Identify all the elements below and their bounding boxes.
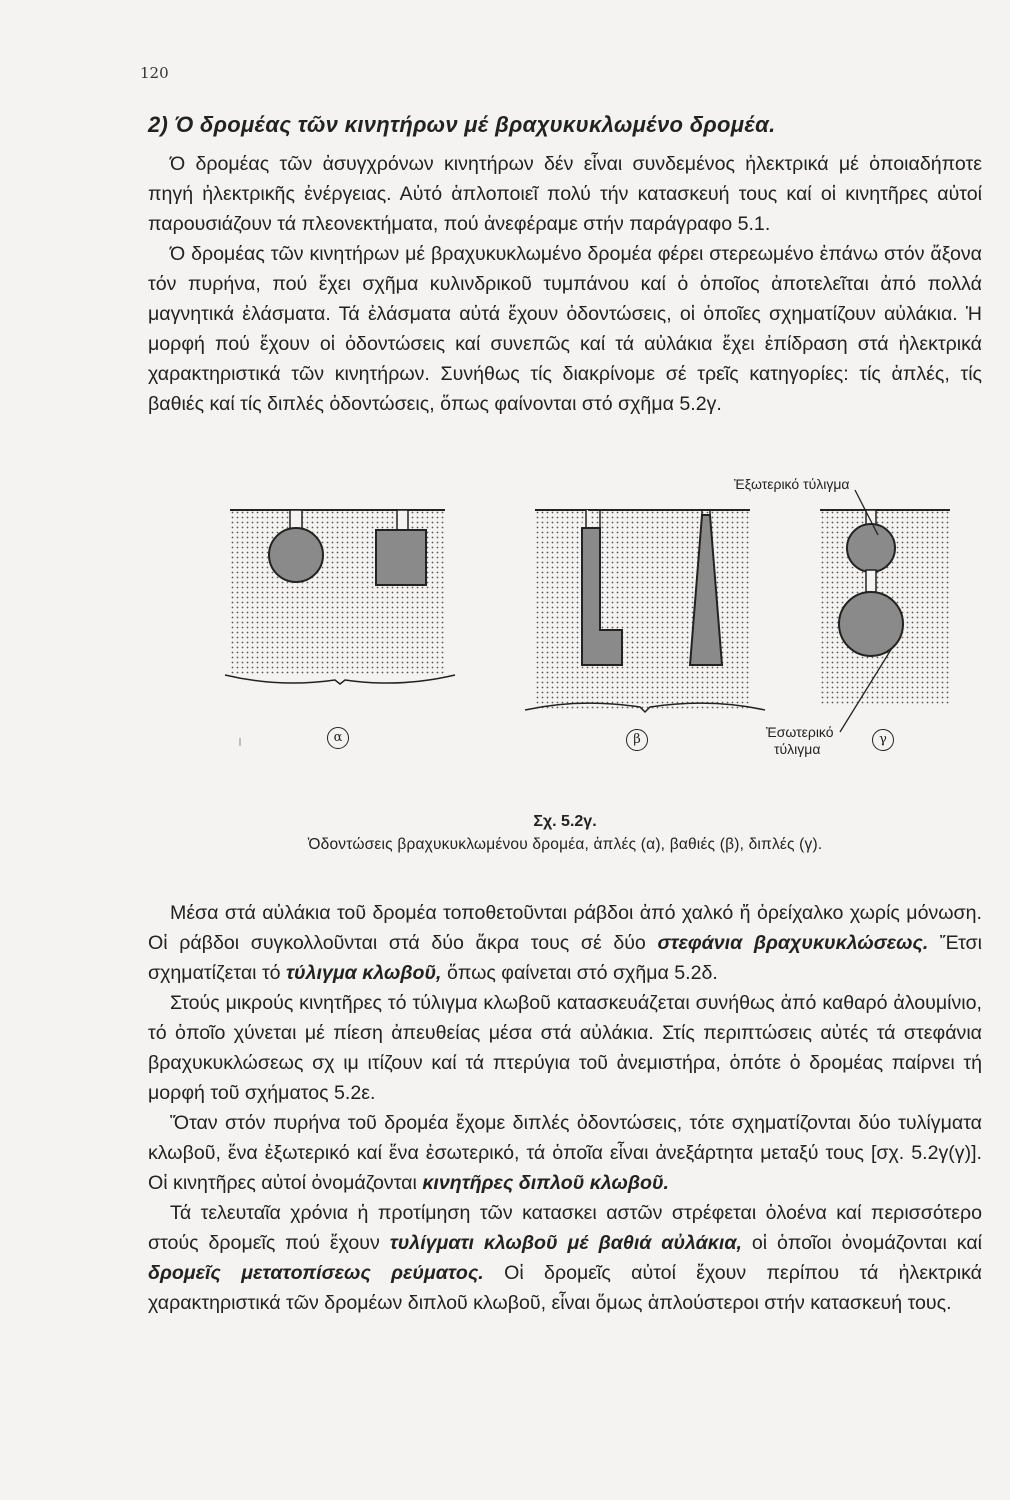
- paragraph: Ό δρομέας τῶν κινητήρων μέ βραχυκυκλωμένο δρομέα φέρει στερεωμένο ἐπάνω στόν ἄξονα τόν πυρήνα, πού ἔχει σχῆμα κυλινδρικοῦ τυμπάνου καί ὁ ὁποῖος ἀποτελεῖται ἀπό πολλά μαγνητικά ἐλάσματα. Τά ἐλάσματα αὐτά ἔχουν ὀδοντώσεις, οἱ ὁποῖες σχηματίζουν αὐλάκια. Ἡ μορφή πού ἔχουν οἱ ὀδοντώσεις καί συνεπῶς καί τά αὐλάκια ἔχει ἐπίδραση στά ἠλεκτρικά χαρακτηριστικά τῶν κινητήρων. Συνήθως τίς διακρίνομε σέ τρεῖς κατηγορίες: τίς ἁπλές, τίς βαθιές καί τίς διπλές ὀδοντώσεις, ὅπως φαίνονται στό σχῆμα 5.2γ.: [148, 243, 982, 415]
- paragraph: [148, 1198, 982, 1318]
- emphasis-term: στεφάνια βραχυκυκλώσεως.: [657, 932, 929, 954]
- slot-diagrams: [210, 470, 960, 810]
- section-heading: 2) Ό δρομέας τῶν κινητήρων μέ βραχυκυκλωμένο δρομέα.: [148, 112, 776, 137]
- emphasis-term: τύλιγμα κλωβοῦ,: [286, 962, 442, 984]
- deep-slots-drawing: [525, 510, 765, 712]
- text-run: Μέσα στά αὐλάκια τοῦ δρομέα τοποθετοῦνται ράβδοι ἀπό χαλκό ἤ ὀρείχαλκο χωρίς μόνωση. Οἱ ράβδοι συγκολλοῦνται στά δύο ἄκρα τους σέ δύο: [148, 902, 982, 954]
- emphasis-term: κινητῆρες διπλοῦ κλωβοῦ.: [422, 1172, 669, 1194]
- page-number: 120: [140, 64, 169, 82]
- figure-caption-text: Ὀδοντώσεις βραχυκυκλωμένου δρομέα, ἁπλές (α), βαθιές (β), διπλές (γ).: [307, 836, 823, 853]
- marker-a: α: [327, 727, 349, 749]
- emphasis-term: δρομεῖς μετατοπίσεως ρεύματος.: [148, 1262, 484, 1284]
- text-run: Τά τελευταῖα χρόνια ἡ προτίμηση τῶν κατασκει αστῶν στρέφεται ὁλοένα καί περισσότερο στούς δρομεῖς πού ἔχουν: [148, 1202, 982, 1254]
- marker-c: γ: [872, 729, 894, 751]
- paragraph: [148, 1108, 982, 1198]
- inner-winding-label: Ἐσωτερικό: [766, 724, 834, 740]
- paragraph: Στούς μικρούς κινητῆρες τό τύλιγμα κλωβοῦ κατασκευάζεται συνήθως ἀπό καθαρό ἀλουμίνιο, τό ὁποῖο χύνεται μέ πίεση ἀπευθείας μέσα στά αὐλάκια. Στίς περιπτώσεις αὐτές τά στεφάνια βραχυκυκλώσεως σχ ιμ ιτίζουν καί τά πτερύγια τοῦ ἀνεμιστήρα, ὁπότε ὁ δρομέας παίρνει τή μορφή τοῦ σχήματος 5.2ε.: [148, 992, 982, 1104]
- double-slots-drawing: [820, 490, 950, 732]
- emphasis-term: τυλίγματι κλωβοῦ μέ βαθιά αὐλάκια,: [389, 1232, 742, 1254]
- top-text-block: [148, 149, 982, 419]
- text-run: οἱ ὁποῖοι ὀνομάζονται καί: [741, 1232, 982, 1254]
- text-run: Οἱ δρομεῖς αὐτοί ἔχουν περίπου τά ἠλεκτρικά χαρακτηριστικά τῶν δρομέων διπλοῦ κλωβοῦ, εἶναι ὅμως ἁπλούστεροι στήν κατασκευή τους.: [148, 1262, 982, 1314]
- marker-b: β: [626, 729, 648, 751]
- inner-winding-label-2: τύλιγμα: [774, 741, 821, 757]
- paragraph: Ό δρομέας τῶν ἀσυγχρόνων κινητήρων δέν εἶναι συνδεμένος ἠλεκτρικά μέ ὁποιαδήποτε πηγή ἠλεκτρικῆς ἐνέργειας. Αὐτό ἁπλοποιεῖ πολύ τήν κατασκευή τους καί οἱ κινητῆρες αὐτοί παρουσιάζουν τά πλεονεκτήματα, πού ἀνεφέραμε στήν παράγραφο 5.1.: [148, 153, 982, 235]
- outer-winding-label: Ἐξωτερικό τύλιγμα: [734, 476, 850, 492]
- text-run: Ἔτσι σχηματίζεται τό: [148, 932, 983, 984]
- text-run: Ὅταν στόν πυρήνα τοῦ δρομέα ἔχομε διπλές ὀδοντώσεις, τότε σχηματίζονται δύο τυλίγματα κλωβοῦ, ἕνα ἐξωτερικό καί ἕνα ἐσωτερικό, τά ὁποῖα εἶναι ἀνεξάρτητα μεταξύ τους [σχ. 5.2γ(γ)]. Οἱ κινητῆρες αὐτοί ὀνομάζονται: [148, 1112, 982, 1194]
- figure-caption-number: Σχ. 5.2γ.: [533, 813, 597, 830]
- text-run: ὅπως φαίνεται στό σχῆμα 5.2δ.: [441, 962, 718, 984]
- simple-slots-drawing: [225, 510, 455, 684]
- bottom-text-block: [148, 898, 982, 1318]
- paragraph: [148, 898, 982, 988]
- figure-5-2g: [210, 470, 960, 810]
